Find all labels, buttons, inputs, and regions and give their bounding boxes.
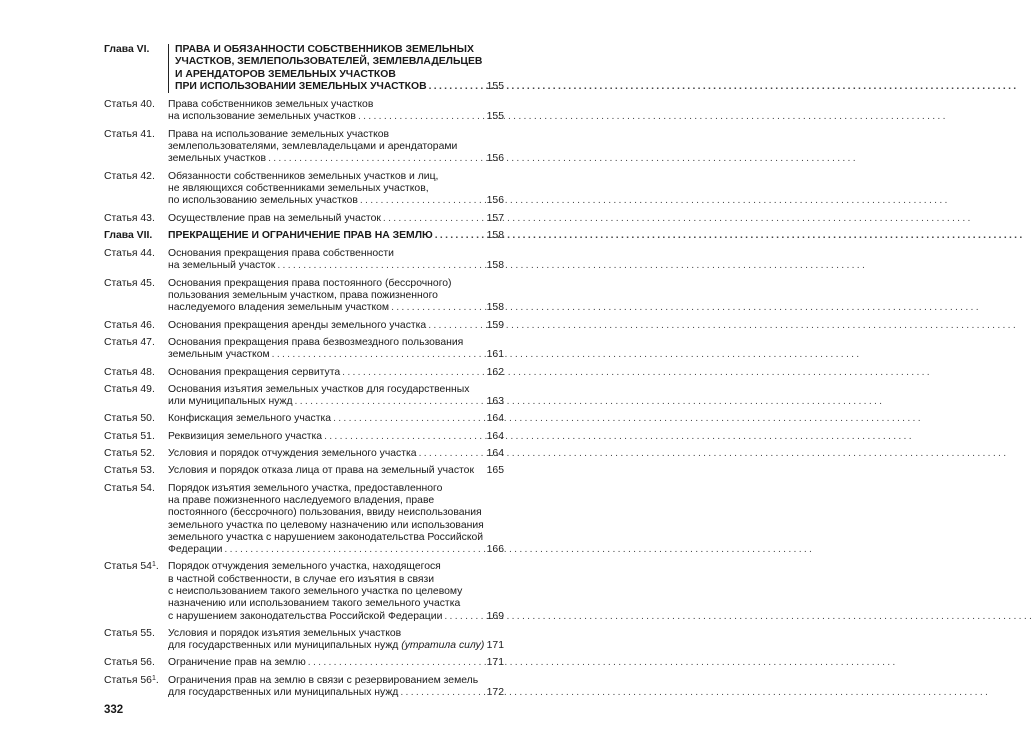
- leader-dots: [295, 396, 882, 408]
- toc-entry-title: Ограничение прав на землю . . .: [168, 657, 472, 669]
- toc-page-number: 169: [486, 610, 504, 622]
- toc-article-row: [104, 99, 504, 124]
- leader-dots: [391, 302, 978, 314]
- toc-entry-title: Реквизиция земельного участка . . .: [168, 431, 472, 443]
- toc-entry-title: Ограничения прав на землю в связи с резервированием земель для государственных или муниципальных нужд . . .: [168, 675, 472, 700]
- toc-page-number: 158: [486, 260, 504, 272]
- leader-dots: [333, 413, 920, 425]
- leader-dots: [383, 213, 970, 225]
- toc-entry-title: Права собственников земельных участков на использование земельных участков . . .: [168, 99, 472, 124]
- toc-chapter-row: [104, 230, 504, 242]
- leader-dots: [419, 448, 1006, 460]
- toc-entry-label: Статья 47.: [104, 336, 155, 348]
- toc-entry-title: Основания прекращения сервитута . . .: [168, 367, 472, 379]
- toc-article-row: [104, 171, 504, 208]
- toc-entry-title: Конфискация земельного участка . . .: [168, 413, 472, 425]
- toc-article-row: [104, 628, 504, 653]
- toc-entry-title: Условия и порядок отчуждения земельного участка . . .: [168, 448, 472, 460]
- toc-entry-label: Статья 45.: [104, 277, 155, 289]
- toc-page-number: 164: [486, 413, 504, 425]
- leader-dots: [444, 611, 1031, 623]
- leader-dots: [342, 367, 929, 379]
- toc-entry-label: Статья 50.: [104, 413, 155, 425]
- toc-entry-label: Статья 54.: [104, 482, 155, 494]
- toc-article-row: [104, 248, 504, 273]
- toc-article-row: [104, 278, 504, 315]
- toc-page-number: 155: [486, 80, 504, 92]
- toc-entry-label: Статья 42.: [104, 170, 155, 182]
- toc-entry-title: Основания прекращения права безвозмездного пользования земельным участком . . .: [168, 337, 472, 362]
- toc-page-number: 171: [486, 640, 504, 652]
- toc-page-number: 158: [486, 302, 504, 314]
- leader-dots: [435, 230, 1022, 242]
- toc-page-number: 172: [486, 687, 504, 699]
- toc-entry-label: Статья 49.: [104, 383, 155, 395]
- leader-dots: [428, 320, 1015, 332]
- toc-page-number: 157: [486, 212, 504, 224]
- toc-article-row: [104, 213, 504, 225]
- leader-dots: [308, 657, 895, 669]
- leader-dots: [400, 687, 987, 699]
- toc-page-number: 163: [486, 396, 504, 408]
- toc-entry-label: Статья 51.: [104, 430, 155, 442]
- toc-entry-title: Основания прекращения права собственности на земельный участок . . .: [168, 248, 472, 273]
- toc-entry-title: Условия и порядок изъятия земельных участков для государственных или муниципальных нужд (утратила силу): [168, 627, 485, 652]
- table-of-contents: [104, 44, 504, 704]
- leader-dots: [224, 544, 811, 556]
- toc-article-row: [104, 367, 504, 379]
- toc-page-number: 162: [486, 366, 504, 378]
- toc-entry-title: Основания прекращения права постоянного (бессрочного) пользования земельным участком, права пожизненного наследуемого владения земельным участком . . .: [168, 278, 472, 315]
- toc-entry-title: Обязанности собственников земельных участков и лиц, не являющихся собственниками земельных участков, по использованию земельных участков . . .: [168, 171, 472, 208]
- toc-article-row: [104, 337, 504, 362]
- toc-entry-label: Глава VII.: [104, 229, 153, 241]
- toc-entry-title: Основания прекращения аренды земельного участка . . .: [168, 320, 472, 332]
- toc-page-number: 156: [486, 195, 504, 207]
- toc-page-number: 164: [486, 430, 504, 442]
- toc-entry-label: Статья 48.: [104, 366, 155, 378]
- toc-entry-label: Статья 40.: [104, 99, 155, 111]
- toc-entry-label: Статья $56^1$.: [104, 674, 159, 686]
- toc-article-row: [104, 561, 504, 622]
- toc-entry-title: ПРАВА И ОБЯЗАННОСТИ СОБСТВЕННИКОВ ЗЕМЕЛЬНЫХ УЧАСТКОВ, ЗЕМЛЕПОЛЬЗОВАТЕЛЕЙ, ЗЕМЛЕВЛАДЕЛЬЦЕВ И АРЕНДАТОРОВ ЗЕМЕЛЬНЫХ УЧАСТКОВ ПРИ ИСПОЛЬЗОВАНИИ ЗЕМЕЛЬНЫХ УЧАСТКОВ . . .: [168, 44, 472, 93]
- toc-entry-title: ПРЕКРАЩЕНИЕ И ОГРАНИЧЕНИЕ ПРАВ НА ЗЕМЛЮ . . .: [168, 230, 472, 242]
- toc-page-number: 159: [486, 319, 504, 331]
- toc-page-number: 166: [486, 544, 504, 556]
- toc-entry-label: Статья 56.: [104, 657, 155, 669]
- leader-dots: [272, 349, 859, 361]
- leader-dots: [277, 260, 864, 272]
- toc-page-number: 156: [486, 153, 504, 165]
- page-number: 332: [104, 704, 124, 716]
- toc-entry-label: Статья 46.: [104, 319, 155, 331]
- toc-article-row: [104, 129, 504, 166]
- toc-page-number: 165: [486, 465, 504, 477]
- leader-dots: [268, 153, 855, 165]
- toc-page-number: 155: [486, 111, 504, 123]
- toc-article-row: [104, 431, 504, 443]
- toc-entry-title: Основания изъятия земельных участков для государственных или муниципальных нужд . . .: [168, 384, 472, 409]
- toc-entry-title: Порядок отчуждения земельного участка, находящегося в частной собственности, в случае его изъятия в связи с неиспользованием такого земельного участка по целевому назначению или использованием такого земельного участка с нарушением законодательства Российской Федерации . . .: [168, 561, 472, 622]
- toc-chapter-row: [104, 44, 504, 93]
- toc-entry-label: Глава VI.: [104, 44, 150, 55]
- toc-entry-label: Статья 52.: [104, 448, 155, 460]
- toc-page-number: 164: [486, 448, 504, 460]
- leader-dots: [324, 431, 911, 443]
- toc-entry-title: Осуществление прав на земельный участок . . .: [168, 213, 472, 225]
- toc-article-row: [104, 413, 504, 425]
- toc-page-number: 158: [486, 229, 504, 241]
- toc-article-row: [104, 320, 504, 332]
- toc-entry-label: Статья $54^1$.: [104, 561, 159, 573]
- toc-entry-label: Статья 41.: [104, 128, 155, 140]
- toc-article-row: [104, 465, 504, 477]
- toc-article-row: [104, 448, 504, 460]
- toc-entry-title: Права на использование земельных участков землепользователями, землевладельцами и арендаторами земельных участков . . .: [168, 129, 472, 166]
- toc-entry-title: Порядок изъятия земельного участка, предоставленного на праве пожизненного наследуемого владения, праве постоянного (бессрочного) пользования, ввиду неиспользования земельного участка по целевому назначению или использования земельного участка с нарушением законодательства Российской Федерации . . .: [168, 483, 472, 557]
- leader-dots: [358, 111, 945, 123]
- toc-article-row: [104, 483, 504, 557]
- toc-page-number: 161: [486, 349, 504, 361]
- toc-entry-label: Статья 43.: [104, 212, 155, 224]
- toc-entry-label: Статья 53.: [104, 465, 155, 477]
- toc-article-row: [104, 657, 504, 669]
- toc-article-row: [104, 384, 504, 409]
- toc-entry-label: Статья 44.: [104, 248, 155, 260]
- toc-article-row: [104, 675, 504, 700]
- toc-page-number: 171: [486, 657, 504, 669]
- toc-entry-title: Условия и порядок отказа лица от права на земельный участок: [168, 465, 474, 477]
- toc-entry-label: Статья 55.: [104, 627, 155, 639]
- leader-dots: [360, 195, 947, 207]
- leader-dots: [429, 81, 1016, 93]
